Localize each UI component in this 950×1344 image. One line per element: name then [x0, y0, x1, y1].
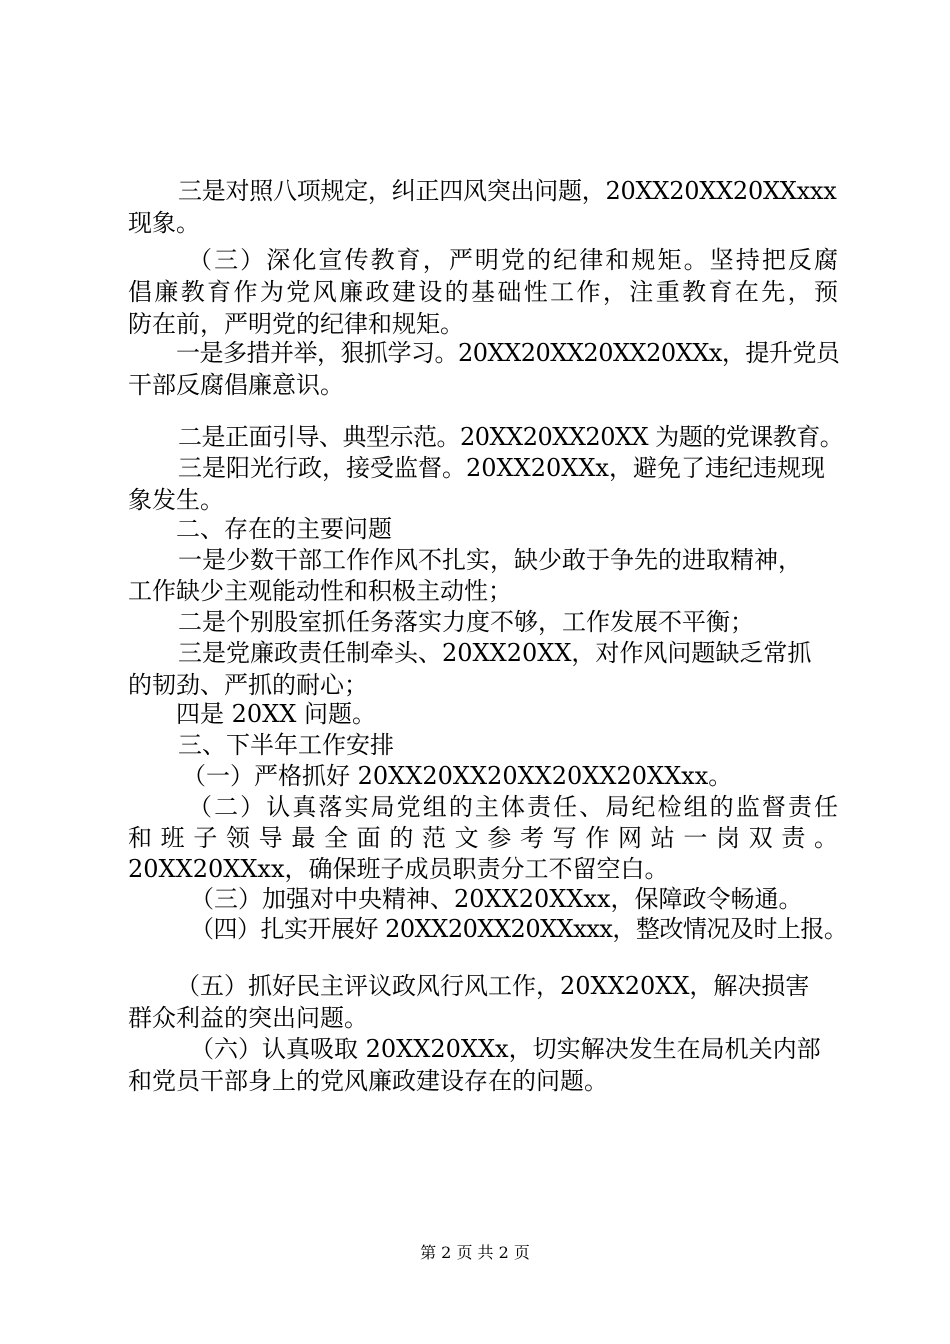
section-heading: 三、下半年工作安排: [178, 731, 394, 759]
paragraph-line: 象发生。: [128, 486, 224, 514]
page-number-footer: 第 2 页 共 2 页: [420, 1243, 530, 1262]
paragraph-line: 四是 20XX 问题。: [176, 700, 376, 728]
paragraph-line: （一）严格抓好 20XX20XX20XX20XX20XXxx。: [182, 762, 733, 790]
paragraph-line: 三是阳光行政，接受监督。20XX20XXx，避免了违纪违规现: [178, 454, 825, 482]
paragraph-line: 和班子领导最全面的范文参考写作网站一岗双责。: [128, 824, 838, 852]
paragraph-line: 三是党廉政责任制牵头、20XX20XX，对作风问题缺乏常抓: [178, 639, 812, 667]
section-heading: 二、存在的主要问题: [176, 515, 392, 543]
paragraph-line: 一是少数干部工作作风不扎实，缺少敢于争先的进取精神，: [178, 546, 802, 574]
paragraph-line: 二是个别股室抓任务落实力度不够，工作发展不平衡；: [178, 608, 754, 636]
paragraph-line: （六）认真吸取 20XX20XXx，切实解决发生在局机关内部: [190, 1035, 821, 1063]
paragraph-line: （二）认真落实局党组的主体责任、局纪检组的监督责任: [188, 793, 838, 821]
paragraph-line: 干部反腐倡廉意识。: [128, 371, 344, 399]
paragraph-line: （三）深化宣传教育，严明党的纪律和规矩。坚持把反腐: [188, 246, 838, 274]
paragraph-line: （四）扎实开展好 20XX20XX20XXxxx，整改情况及时上报。: [190, 915, 848, 943]
paragraph-line: 群众利益的突出问题。: [128, 1004, 368, 1032]
paragraph-line: 的韧劲、严抓的耐心；: [128, 671, 368, 699]
paragraph-line: 二是正面引导、典型示范。20XX20XX20XX 为题的党课教育。: [178, 423, 844, 451]
paragraph-line: 防在前，严明党的纪律和规矩。: [128, 310, 464, 338]
paragraph-line: 工作缺少主观能动性和积极主动性；: [128, 577, 512, 605]
paragraph-line: 倡廉教育作为党风廉政建设的基础性工作，注重教育在先，预: [128, 278, 838, 306]
paragraph-line: 20XX20XXxx，确保班子成员职责分工不留空白。: [128, 855, 669, 883]
paragraph-line: 现象。: [128, 209, 200, 237]
paragraph-line: （三）加强对中央精神、20XX20XXxx，保障政令畅通。: [190, 885, 803, 913]
paragraph-line: 一是多措并举，狠抓学习。20XX20XX20XX20XXx，提升党员: [176, 339, 840, 367]
paragraph-line: 和党员干部身上的党风廉政建设存在的问题。: [128, 1067, 608, 1095]
paragraph-line: （五）抓好民主评议政风行风工作，20XX20XX，解决损害: [176, 972, 810, 1000]
paragraph-line: 三是对照八项规定，纠正四风突出问题，20XX20XX20XXxxx: [178, 177, 837, 205]
